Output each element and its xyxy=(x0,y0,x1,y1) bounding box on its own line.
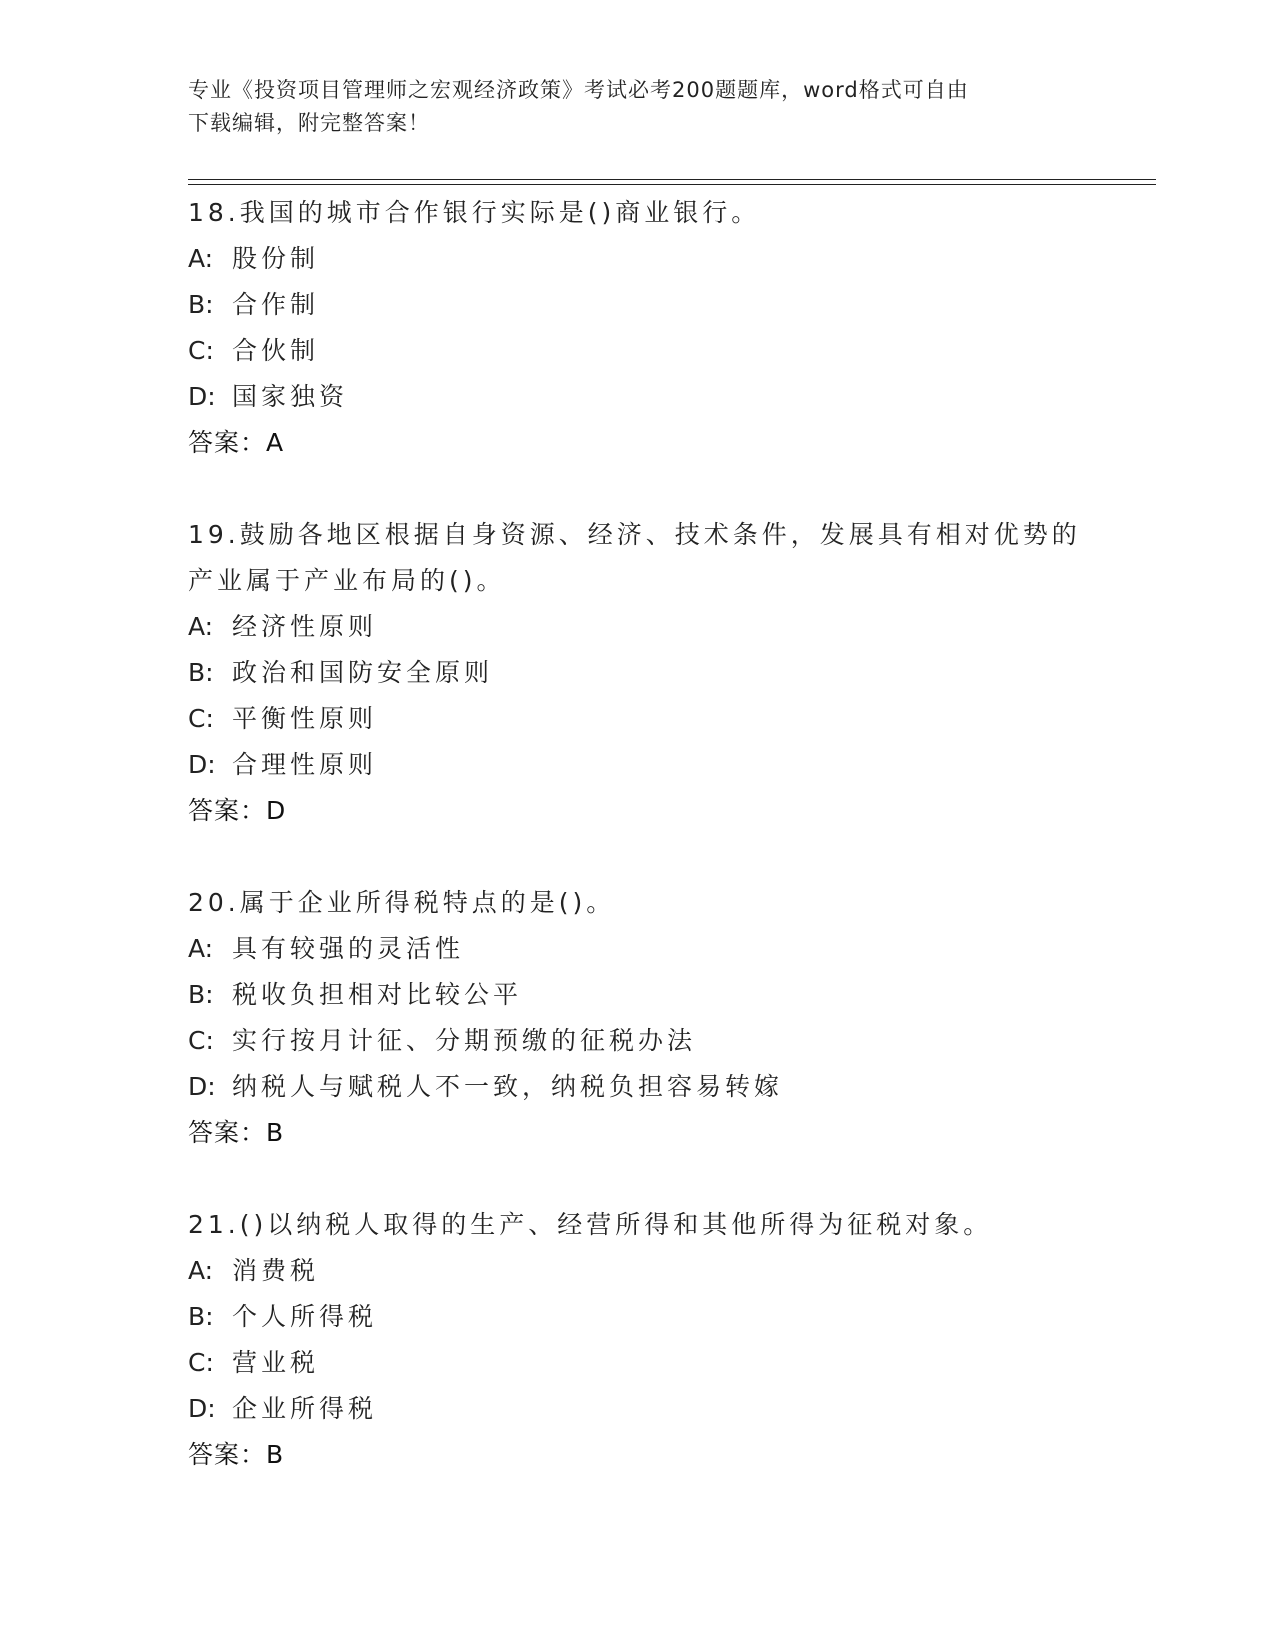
option-c xyxy=(188,1340,1088,1386)
option-d xyxy=(188,1064,1088,1110)
option-text: 合伙制 xyxy=(232,336,320,365)
option-c xyxy=(188,1018,1088,1064)
option-text: 税收负担相对比较公平 xyxy=(232,980,523,1009)
question-20 xyxy=(188,880,1088,1156)
option-letter: C: xyxy=(188,1026,214,1055)
header-line-1: 专业《投资项目管理师之宏观经济政策》考试必考200题题库，word格式可自由 xyxy=(188,78,969,102)
option-letter: B: xyxy=(188,658,214,687)
question-stem: 18.我国的城市合作银行实际是()商业银行。 xyxy=(188,198,761,227)
option-c xyxy=(188,328,1088,374)
question-19 xyxy=(188,512,1088,834)
option-letter: D: xyxy=(188,382,216,411)
option-letter: B: xyxy=(188,290,214,319)
option-a xyxy=(188,926,1088,972)
option-text: 企业所得税 xyxy=(232,1394,378,1423)
option-letter: A: xyxy=(188,612,214,641)
option-letter: C: xyxy=(188,336,214,365)
header-divider-top xyxy=(188,179,1156,180)
option-c xyxy=(188,696,1088,742)
option-text: 纳税人与赋税人不一致，纳税负担容易转嫁 xyxy=(232,1072,784,1101)
answer-label: 答案：B xyxy=(188,1118,285,1147)
option-letter: D: xyxy=(188,750,216,779)
option-a xyxy=(188,1248,1088,1294)
option-letter: A: xyxy=(188,1256,214,1285)
option-letter: A: xyxy=(188,244,214,273)
option-letter: D: xyxy=(188,1394,216,1423)
option-text: 股份制 xyxy=(232,244,320,273)
option-text: 经济性原则 xyxy=(232,612,378,641)
option-b xyxy=(188,972,1088,1018)
answer-label: 答案：D xyxy=(188,796,287,825)
option-text: 实行按月计征、分期预缴的征税办法 xyxy=(232,1026,697,1055)
option-d xyxy=(188,742,1088,788)
header-divider-bottom xyxy=(188,184,1156,185)
option-text: 营业税 xyxy=(232,1348,320,1377)
option-letter: B: xyxy=(188,980,214,1009)
answer-label: 答案：A xyxy=(188,428,285,457)
option-letter: D: xyxy=(188,1072,216,1101)
question-stem: 21.()以纳税人取得的生产、经营所得和其他所得为征税对象。 xyxy=(188,1210,993,1239)
option-text: 合理性原则 xyxy=(232,750,378,779)
option-b xyxy=(188,282,1088,328)
document-header xyxy=(188,74,1088,140)
option-letter: C: xyxy=(188,1348,214,1377)
option-a xyxy=(188,604,1088,650)
answer-label: 答案：B xyxy=(188,1440,285,1469)
option-text: 消费税 xyxy=(232,1256,320,1285)
question-18 xyxy=(188,190,1088,466)
option-letter: C: xyxy=(188,704,214,733)
question-list xyxy=(188,190,1088,1524)
option-text: 合作制 xyxy=(232,290,320,319)
option-letter: A: xyxy=(188,934,214,963)
option-a xyxy=(188,236,1088,282)
option-b xyxy=(188,650,1088,696)
option-d xyxy=(188,374,1088,420)
question-stem: 20.属于企业所得税特点的是()。 xyxy=(188,888,616,917)
question-stem: 19.鼓励各地区根据自身资源、经济、技术条件，发展具有相对优势的产业属于产业布局的()。 xyxy=(188,520,1081,595)
option-text: 平衡性原则 xyxy=(232,704,378,733)
question-21 xyxy=(188,1202,1088,1478)
option-d xyxy=(188,1386,1088,1432)
option-text: 政治和国防安全原则 xyxy=(232,658,494,687)
option-text: 国家独资 xyxy=(232,382,349,411)
option-text: 具有较强的灵活性 xyxy=(232,934,465,963)
option-letter: B: xyxy=(188,1302,214,1331)
option-b xyxy=(188,1294,1088,1340)
header-line-2: 下载编辑，附完整答案！ xyxy=(188,111,430,135)
option-text: 个人所得税 xyxy=(232,1302,378,1331)
